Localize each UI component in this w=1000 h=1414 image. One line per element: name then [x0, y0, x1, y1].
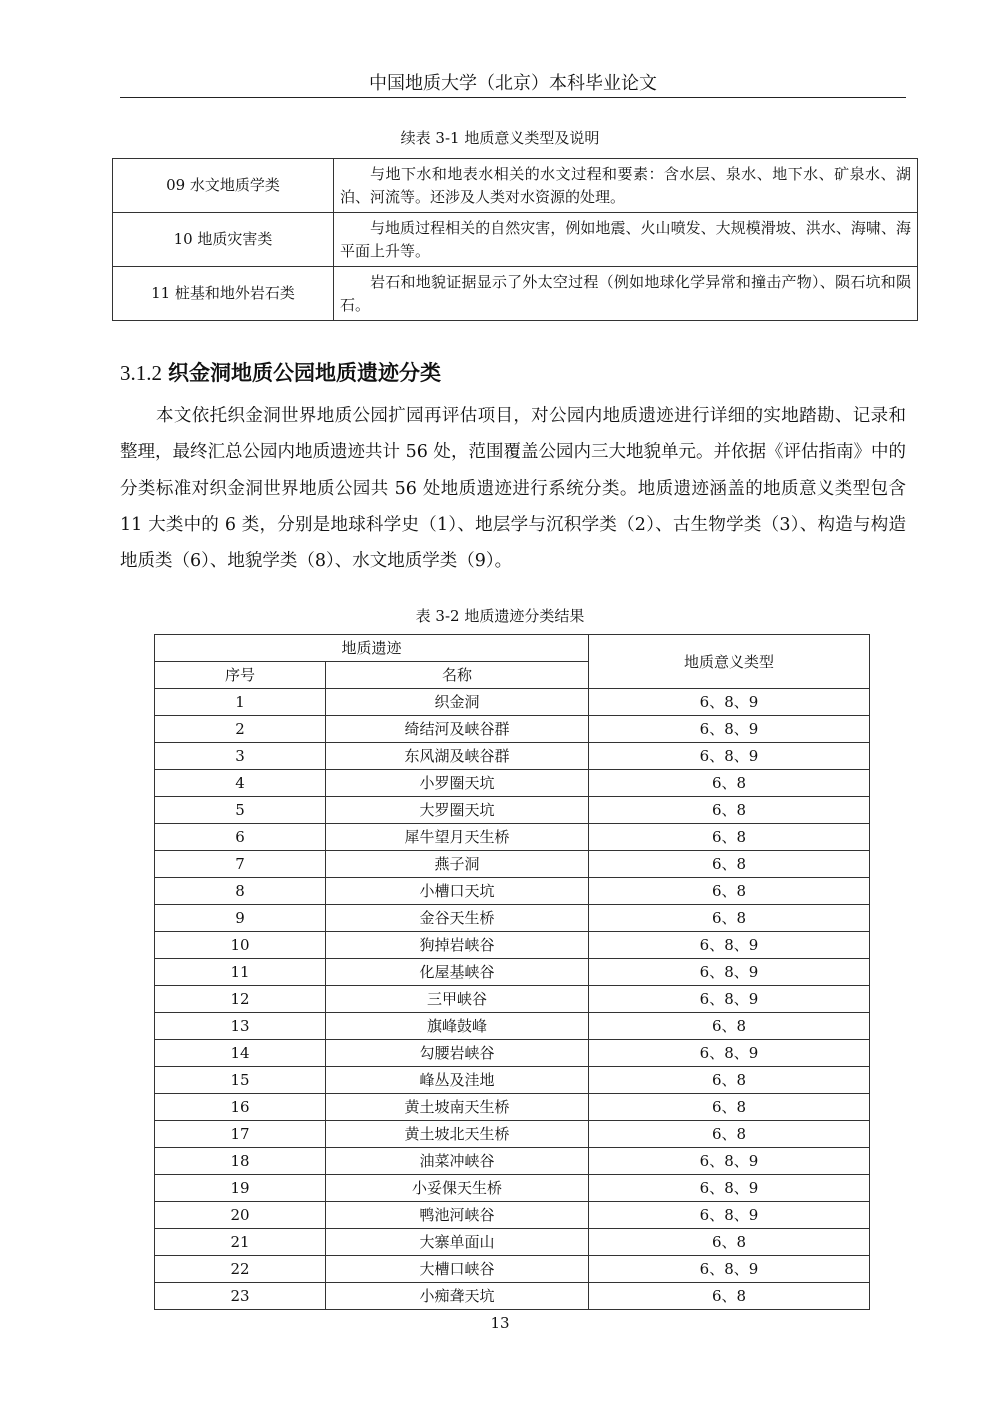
- table-row: [155, 797, 870, 824]
- table-3-1-caption: 续表 3-1 地质意义类型及说明: [400, 129, 600, 147]
- type-cell: 6、8: [589, 851, 870, 878]
- description-cell: 与地质过程相关的自然灾害，例如地震、火山喷发、大规模滑坡、洪水、海啸、海平面上升等。: [334, 213, 918, 267]
- type-cell: 6、8: [589, 1067, 870, 1094]
- name-cell: 大寨单面山: [326, 1229, 589, 1256]
- index-cell: 7: [155, 851, 326, 878]
- table-3-2: [154, 634, 870, 1310]
- name-cell: 峰丛及洼地: [326, 1067, 589, 1094]
- type-cell: 6、8: [589, 1121, 870, 1148]
- table-row: [155, 1040, 870, 1067]
- table-row: [155, 770, 870, 797]
- name-cell: 小罗圈天坑: [326, 770, 589, 797]
- name-cell: 金谷天生桥: [326, 905, 589, 932]
- table-row: [155, 851, 870, 878]
- name-cell: 燕子洞: [326, 851, 589, 878]
- name-cell: 小痴聋天坑: [326, 1283, 589, 1310]
- header-name-cell: 名称: [326, 662, 589, 689]
- table-row: [155, 878, 870, 905]
- table-row: [155, 824, 870, 851]
- name-cell: 小妥倮天生桥: [326, 1175, 589, 1202]
- table-row: [155, 689, 870, 716]
- name-cell: 绮结河及峡谷群: [326, 716, 589, 743]
- table-row: [155, 1175, 870, 1202]
- type-cell: 6、8: [589, 1013, 870, 1040]
- type-cell: 6、8: [589, 824, 870, 851]
- table-row: [155, 1202, 870, 1229]
- section-title: 织金洞地质公园地质遗迹分类: [168, 361, 441, 385]
- table-header-row: [155, 635, 870, 662]
- type-cell: 6、8: [589, 905, 870, 932]
- table-row: [155, 1256, 870, 1283]
- section-heading: [120, 358, 441, 388]
- table-row: [113, 159, 918, 213]
- type-cell: 09 水文地质学类: [113, 159, 334, 213]
- table-row: [113, 267, 918, 321]
- table-row: [155, 986, 870, 1013]
- table-row: [155, 1229, 870, 1256]
- table-row: [155, 1283, 870, 1310]
- type-cell: 6、8: [589, 797, 870, 824]
- index-cell: 15: [155, 1067, 326, 1094]
- type-cell: 6、8: [589, 1229, 870, 1256]
- index-cell: 12: [155, 986, 326, 1013]
- type-cell: 11 桩基和地外岩石类: [113, 267, 334, 321]
- type-cell: 6、8: [589, 1094, 870, 1121]
- table-3-2-caption: 表 3-2 地质遗迹分类结果: [415, 607, 585, 625]
- index-cell: 17: [155, 1121, 326, 1148]
- table-row: [155, 959, 870, 986]
- section-number: 3.1.2: [120, 361, 162, 385]
- index-cell: 22: [155, 1256, 326, 1283]
- type-cell: 6、8、9: [589, 1040, 870, 1067]
- name-cell: 油菜冲峡谷: [326, 1148, 589, 1175]
- table-row: [155, 716, 870, 743]
- index-cell: 19: [155, 1175, 326, 1202]
- index-cell: 10: [155, 932, 326, 959]
- type-cell: 6、8、9: [589, 689, 870, 716]
- name-cell: 勾腰岩峡谷: [326, 1040, 589, 1067]
- type-cell: 6、8、9: [589, 1175, 870, 1202]
- table-3-1: [112, 158, 918, 321]
- table-row: [113, 213, 918, 267]
- type-cell: 6、8、9: [589, 1202, 870, 1229]
- name-cell: 三甲峡谷: [326, 986, 589, 1013]
- index-cell: 9: [155, 905, 326, 932]
- table-row: [155, 1094, 870, 1121]
- index-cell: 2: [155, 716, 326, 743]
- type-cell: 10 地质灾害类: [113, 213, 334, 267]
- index-cell: 1: [155, 689, 326, 716]
- type-cell: 6、8、9: [589, 932, 870, 959]
- name-cell: 黄土坡北天生桥: [326, 1121, 589, 1148]
- header-group-cell: 地质遗迹: [155, 635, 589, 662]
- type-cell: 6、8、9: [589, 959, 870, 986]
- index-cell: 23: [155, 1283, 326, 1310]
- name-cell: 大槽口峡谷: [326, 1256, 589, 1283]
- table-row: [155, 1013, 870, 1040]
- index-cell: 11: [155, 959, 326, 986]
- name-cell: 大罗圈天坑: [326, 797, 589, 824]
- index-cell: 4: [155, 770, 326, 797]
- index-cell: 16: [155, 1094, 326, 1121]
- index-cell: 21: [155, 1229, 326, 1256]
- type-cell: 6、8、9: [589, 1256, 870, 1283]
- table-row: [155, 1148, 870, 1175]
- table-row: [155, 932, 870, 959]
- name-cell: 织金洞: [326, 689, 589, 716]
- table-3-2-body: [155, 689, 870, 1310]
- table-row: [155, 905, 870, 932]
- table-row: [155, 743, 870, 770]
- type-cell: 6、8、9: [589, 986, 870, 1013]
- name-cell: 小槽口天坑: [326, 878, 589, 905]
- name-cell: 鸭池河峡谷: [326, 1202, 589, 1229]
- name-cell: 狗掉岩峡谷: [326, 932, 589, 959]
- name-cell: 旗峰鼓峰: [326, 1013, 589, 1040]
- table-row: [155, 1067, 870, 1094]
- index-cell: 20: [155, 1202, 326, 1229]
- name-cell: 东风湖及峡谷群: [326, 743, 589, 770]
- index-cell: 18: [155, 1148, 326, 1175]
- type-cell: 6、8: [589, 878, 870, 905]
- table-row: [155, 1121, 870, 1148]
- index-cell: 5: [155, 797, 326, 824]
- page-number: 13: [490, 1314, 510, 1332]
- name-cell: 黄土坡南天生桥: [326, 1094, 589, 1121]
- index-cell: 8: [155, 878, 326, 905]
- type-cell: 6、8: [589, 1283, 870, 1310]
- index-cell: 13: [155, 1013, 326, 1040]
- description-cell: 岩石和地貌证据显示了外太空过程（例如地球化学异常和撞击产物）、陨石坑和陨石。: [334, 267, 918, 321]
- name-cell: 犀牛望月天生桥: [326, 824, 589, 851]
- running-header: 中国地质大学（北京）本科毕业论文: [369, 73, 657, 94]
- index-cell: 14: [155, 1040, 326, 1067]
- description-cell: 与地下水和地表水相关的水文过程和要素：含水层、泉水、地下水、矿泉水、湖泊、河流等。还涉及人类对水资源的处理。: [334, 159, 918, 213]
- name-cell: 化屋基峡谷: [326, 959, 589, 986]
- type-cell: 6、8、9: [589, 743, 870, 770]
- header-no-cell: 序号: [155, 662, 326, 689]
- index-cell: 3: [155, 743, 326, 770]
- header-rule: [120, 97, 906, 98]
- type-cell: 6、8: [589, 770, 870, 797]
- header-type-cell: 地质意义类型: [589, 635, 870, 689]
- body-paragraph: 本文依托织金洞世界地质公园扩园再评估项目，对公园内地质遗迹进行详细的实地踏勘、记录和整理，最终汇总公园内地质遗迹共计 56 处，范围覆盖公园内三大地貌单元。并依据《评估指南》中的分类标准对织金洞世界地质公园共 56 处地质遗迹进行系统分类。地质遗迹涵盖的地质意义类型包含 11 大类中的 6 类，分别是地球科学史（1）、地层学与沉积学类（2）、古生物学类（3）、构造与构造地质类（6）、地貌学类（8）、水文地质学类（9）。: [120, 406, 906, 572]
- type-cell: 6、8、9: [589, 1148, 870, 1175]
- index-cell: 6: [155, 824, 326, 851]
- type-cell: 6、8、9: [589, 716, 870, 743]
